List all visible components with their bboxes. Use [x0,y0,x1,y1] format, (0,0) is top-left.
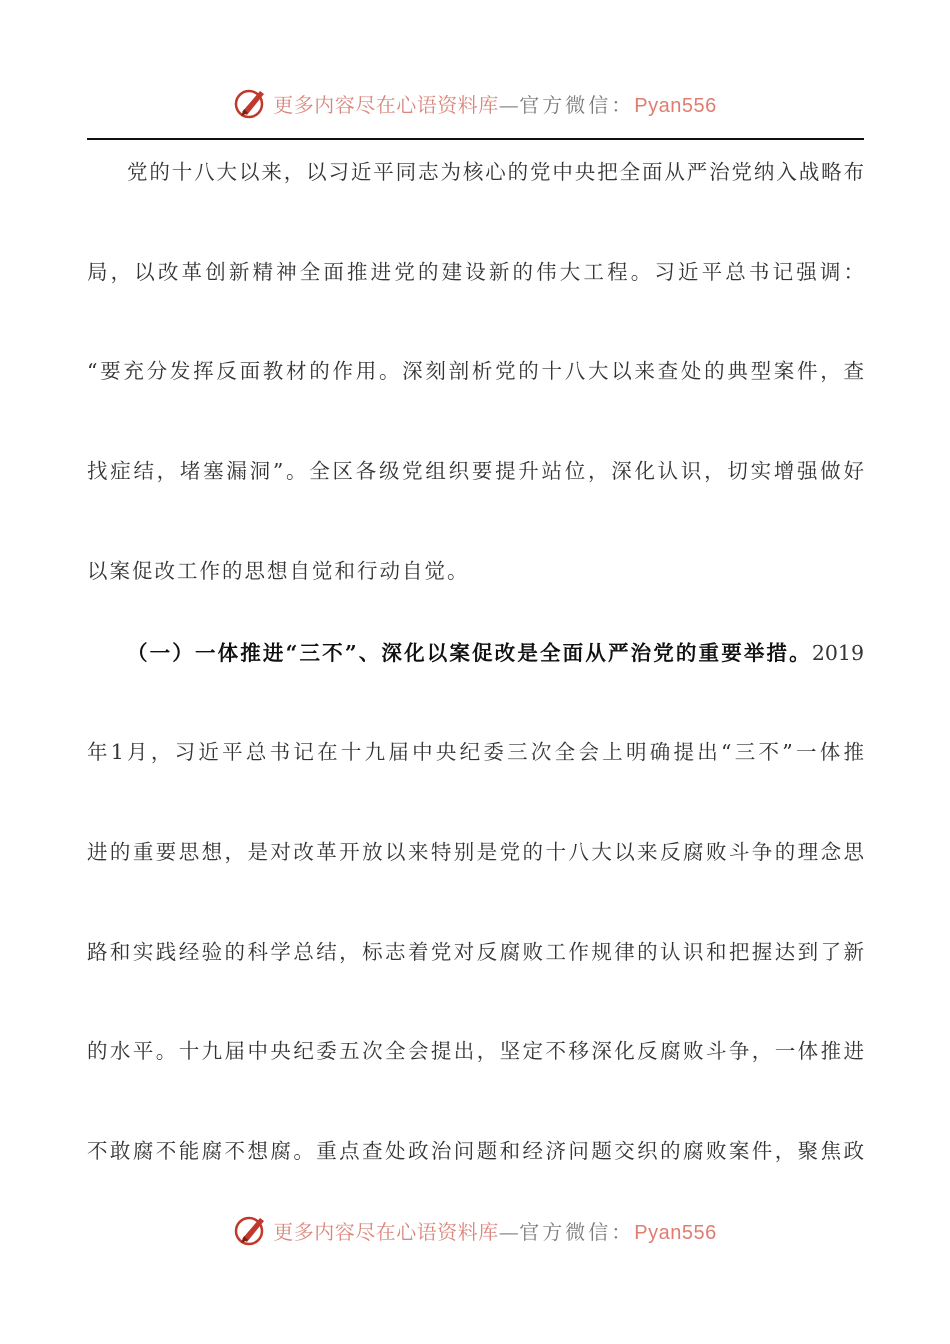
paragraph-line: 年1月，习近平总书记在十九届中央纪委三次全会上明确提出“三不”一体推 [87,740,864,764]
paragraph-line: 不敢腐不能腐不想腐。重点查处政治问题和经济问题交织的腐败案件，聚焦政 [87,1139,864,1163]
header-banner [0,83,950,123]
paragraph-line: 路和实践经验的科学总结，标志着党对反腐败工作规律的认识和把握达到了新 [87,940,864,964]
heading-tail: 2019 [811,641,864,665]
banner-text: 更多内容尽在心语资料库—官方微信：Pyan556 [273,1219,717,1244]
paragraph-line: 党的十八大以来，以习近平同志为核心的党中央把全面从严治党纳入战略布 [127,160,864,184]
paragraph-line: 以案促改工作的思想自觉和行动自觉。 [87,559,470,583]
banner-text: 更多内容尽在心语资料库—官方微信：Pyan556 [273,92,717,117]
footer-banner [0,1210,950,1250]
wechat-id: Pyan556 [634,94,717,117]
paragraph-line: 找症结，堵塞漏洞”。全区各级党组织要提升站位，深化认识，切实增强做好 [87,459,864,483]
pen-nib-circle-icon [233,1212,269,1248]
wechat-id: Pyan556 [634,1221,717,1244]
paragraph-line: 的水平。十九届中央纪委五次全会提出，坚定不移深化反腐败斗争，一体推进 [87,1039,864,1063]
paragraph-line: 局，以改革创新精神全面推进党的建设新的伟大工程。习近平总书记强调： [87,260,864,284]
header-rule [87,138,864,140]
pen-nib-circle-icon [233,85,269,121]
section-heading: （一）一体推进“三不”、深化以案促改是全面从严治党的重要举措。 [127,641,812,665]
section-heading-line [127,638,864,668]
paragraph-line: 进的重要思想，是对改革开放以来特别是党的十八大以来反腐败斗争的理念思 [87,840,864,864]
paragraph-line: “要充分发挥反面教材的作用。深刻剖析党的十八大以来查处的典型案件，查 [87,359,864,383]
